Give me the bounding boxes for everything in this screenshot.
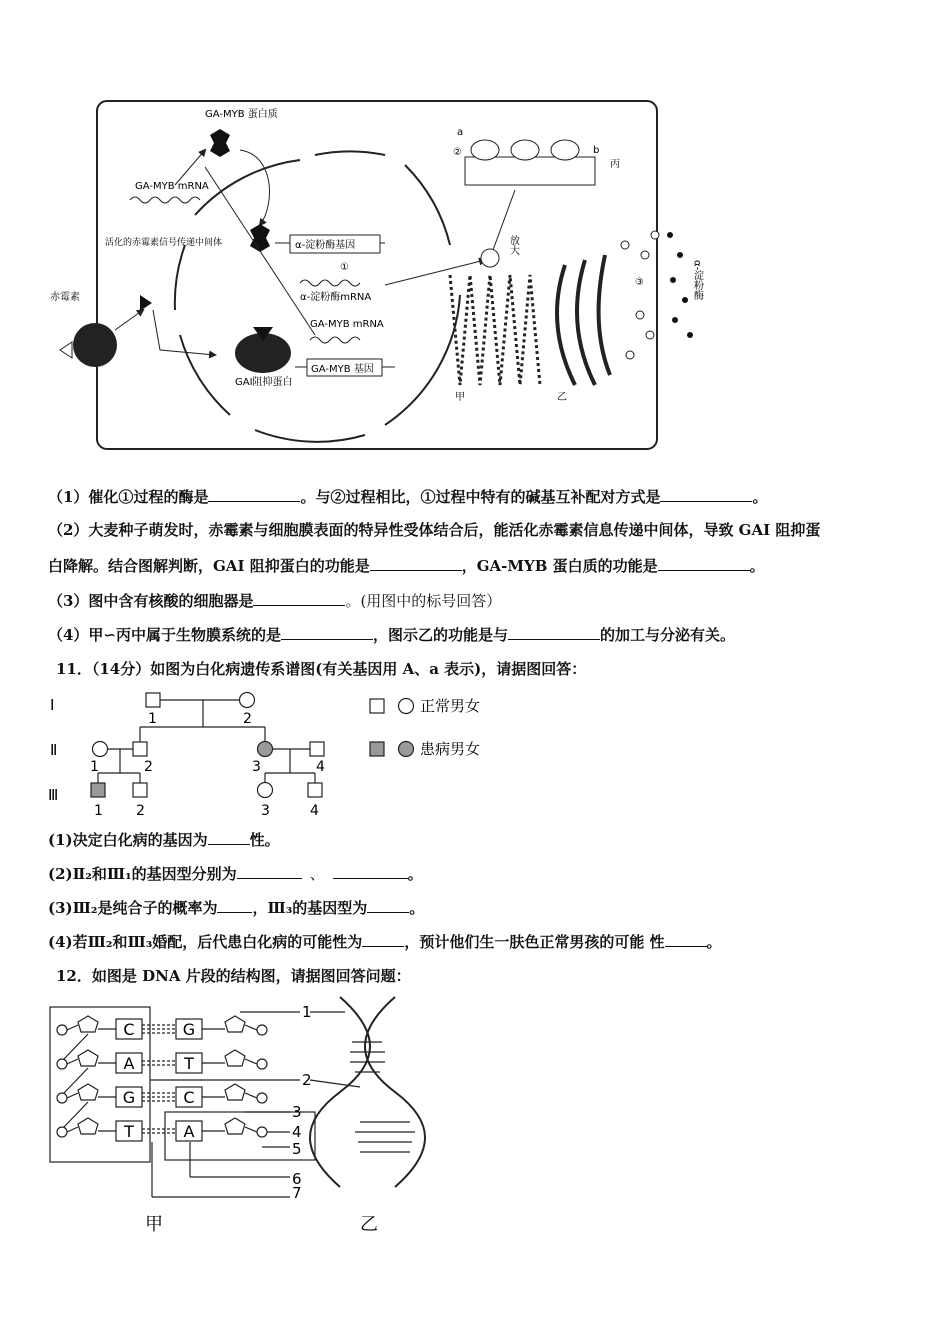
legend-affected: 患病男女 (420, 740, 481, 758)
dna-structure-figure (40, 992, 440, 1242)
q10-p2c-text: ，GA-MYB 蛋白质的功能是 (461, 557, 658, 575)
pedigree-III-3: 3 (261, 803, 270, 819)
gen-I-label: Ⅰ (50, 696, 55, 714)
dna-label-5: 5 (292, 1140, 302, 1158)
receptor-icon (73, 323, 117, 367)
q10-part4 (48, 625, 735, 645)
dna-label-yi: 乙 (360, 1214, 378, 1235)
ga-myb-protein-icon (210, 129, 230, 157)
q10-blank-4[interactable] (658, 556, 750, 571)
label-yi: 乙 (557, 392, 567, 403)
q10-blank-6[interactable] (281, 625, 373, 640)
label-step1: ① (340, 262, 349, 273)
label-alpha-mrna: α-淀粉酶mRNA (300, 292, 372, 303)
q10-p1-text: （1）催化①过程的酶是 (48, 488, 209, 506)
q10-part2b (48, 556, 765, 576)
figure-gibberellin-cell (45, 95, 715, 460)
pedigree-II-1: 1 (90, 759, 99, 775)
label-ga-myb-mrna-top: GA-MYB mRNA (135, 181, 209, 192)
q11-title-text: 11．（14分）如图为白化病遗传系谱图(有关基因用 A、a 表示)，请据图回答： (56, 660, 587, 678)
q10-blank-3[interactable] (370, 556, 462, 571)
label-ga-myb-protein: GA-MYB 蛋白质 (205, 109, 278, 120)
dna-label-7: 7 (292, 1184, 302, 1202)
q11-s1-text: (1)决定白化病的基因为 (48, 831, 208, 849)
dna-label-4: 4 (292, 1123, 302, 1141)
q11-s2c-text: 。 (407, 865, 423, 883)
q10-part2 (48, 520, 820, 540)
q10-p2b-text: 白降解。结合图解判断，GAI 阻抑蛋白的功能是 (48, 557, 370, 575)
pedigree-I-1: 1 (148, 711, 157, 727)
q11-sub1 (48, 830, 280, 850)
q11-blank-3[interactable] (333, 864, 408, 879)
q10-part1 (48, 487, 767, 507)
q10-p4b-text: ，图示乙的功能是与 (373, 626, 509, 644)
q10-blank-2[interactable] (660, 487, 752, 502)
q10-part3 (48, 591, 501, 611)
base-right-2: T (184, 1054, 194, 1073)
q11-blank-5[interactable] (367, 898, 409, 913)
label-alpha-amylase: α-淀粉酶 (691, 260, 703, 301)
dna-label-2: 2 (302, 1071, 312, 1089)
base-right-1: G (182, 1020, 196, 1039)
q12-title-text: 12．如图是 DNA 片段的结构图，请据图回答问题： (56, 967, 411, 985)
label-step3: ③ (635, 277, 644, 288)
q11-sub2 (48, 864, 423, 884)
pedigree-III-4: 4 (310, 803, 319, 819)
label-activated-signal: 活化的赤霉素信号传递中间体 (105, 238, 223, 248)
dna-label-1: 1 (302, 1003, 312, 1021)
q10-p1c-text: 。 (752, 488, 768, 506)
q10-p4-text: （4）甲∽丙中属于生物膜系统的是 (48, 626, 282, 644)
pedigree-I-2: 2 (243, 711, 252, 727)
base-right-3: C (183, 1088, 195, 1107)
q10-p3-text: （3）图中含有核酸的细胞器是 (48, 592, 254, 610)
pedigree-chart (40, 685, 560, 825)
pedigree-II-2: 2 (144, 759, 153, 775)
dna-label-6: 6 (292, 1170, 302, 1188)
q11-blank-7[interactable] (665, 932, 707, 947)
pedigree-III-1: 1 (94, 803, 103, 819)
label-ga-myb-mrna: GA-MYB mRNA (310, 319, 384, 330)
label-b: b (593, 145, 600, 156)
base-right-4: A (183, 1122, 195, 1141)
label-alpha-gene: α-淀粉酶基因 (295, 240, 356, 251)
label-jia: 甲 (455, 392, 465, 403)
q12-title (56, 966, 411, 986)
gen-II-label: Ⅱ (50, 741, 58, 759)
pedigree-III-2: 2 (136, 803, 145, 819)
base-left-3: G (122, 1088, 136, 1107)
q10-p4c-text: 的加工与分泌有关。 (600, 626, 736, 644)
q10-blank-5[interactable] (253, 591, 345, 606)
q11-s2-text: (2)Ⅱ₂和Ⅲ₁的基因型分别为 (48, 865, 237, 883)
q11-s4b-text: ，预计他们生一肤色正常男孩的可能 性 (404, 933, 665, 951)
q11-blank-4[interactable] (217, 898, 252, 913)
gen-III-label: Ⅲ (48, 786, 59, 804)
q11-s1b-text: 性。 (249, 831, 280, 849)
q10-p2d-text: 。 (749, 557, 765, 575)
label-gai-protein: GAI阻抑蛋白 (235, 377, 293, 388)
q11-blank-2[interactable] (237, 864, 302, 879)
base-left-1: C (123, 1020, 135, 1039)
q11-sub3 (48, 898, 424, 918)
dna-label-jia: 甲 (145, 1214, 163, 1235)
label-gibberellin: 赤霉素 (50, 292, 80, 303)
q11-s2b-text: 、 (309, 865, 325, 883)
dna-label-3: 3 (292, 1103, 302, 1121)
q11-s4-text: (4)若Ⅲ₂和Ⅲ₃婚配，后代患白化病的可能性为 (48, 933, 363, 951)
label-ga-myb-gene: GA-MYB 基因 (311, 364, 374, 375)
q11-s3-text: (3)Ⅲ₂是纯合子的概率为 (48, 899, 218, 917)
q11-sub4 (48, 932, 722, 952)
label-step2: ② (453, 147, 462, 158)
q11-s3c-text: 。 (409, 899, 425, 917)
q11-s3b-text: ，Ⅲ₃的基因型为 (252, 899, 368, 917)
label-a: a (457, 127, 464, 138)
q11-blank-1[interactable] (208, 830, 250, 845)
legend-normal: 正常男女 (420, 697, 481, 715)
q11-title (56, 659, 586, 679)
q10-p2-text: （2）大麦种子萌发时，赤霉素与细胞膜表面的特异性受体结合后，能活化赤霉素信息传递中间体，导致 GAI 阻抑蛋 (48, 521, 821, 539)
base-left-4: T (124, 1122, 134, 1141)
label-enlarge: 放大 (507, 235, 519, 255)
label-bing: 丙 (610, 159, 620, 170)
q11-blank-6[interactable] (362, 932, 404, 947)
q10-blank-7[interactable] (508, 625, 600, 640)
q10-p3b-text: 。(用图中的标号回答） (345, 592, 502, 610)
pedigree-II-3: 3 (252, 759, 261, 775)
pedigree-II-4: 4 (316, 759, 325, 775)
base-left-2: A (123, 1054, 135, 1073)
q11-s4c-text: 。 (706, 933, 722, 951)
q10-blank-1[interactable] (208, 487, 300, 502)
q10-p1b-text: 。与②过程相比，①过程中特有的碱基互补配对方式是 (300, 488, 661, 506)
